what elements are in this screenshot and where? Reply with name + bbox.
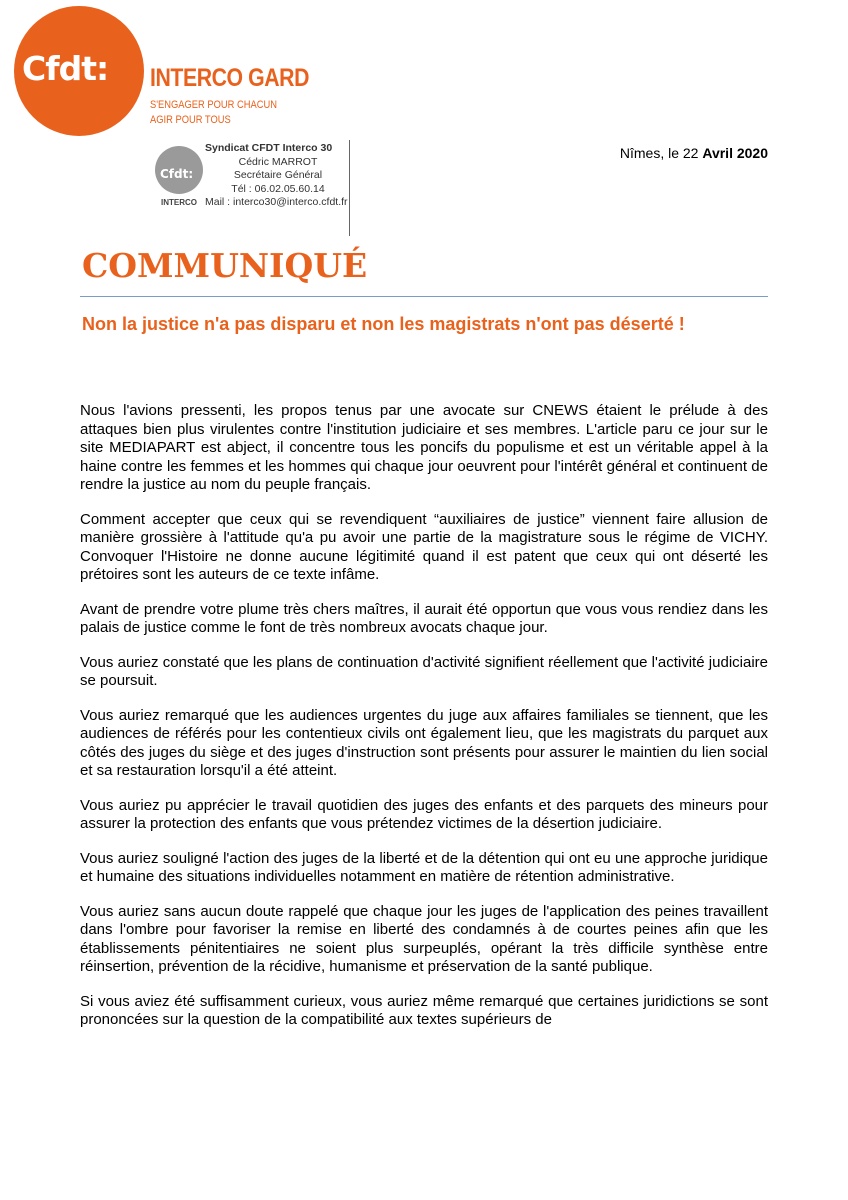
cfdt-interco-logo — [14, 6, 314, 136]
stamp-line-name: Cédric MARROT — [238, 155, 318, 168]
paragraph: Vous auriez pu apprécier le travail quotidien des juges des enfants et des parquets des mineurs pour assurer la protection des enfants que vous prétendez victimes de la désertion judiciaire. — [80, 796, 768, 832]
stamp-logo-word: Cfdt: — [160, 167, 194, 181]
stamp-logo — [155, 146, 203, 194]
stamp-logo-sub: INTERCO — [161, 198, 197, 207]
union-stamp — [155, 140, 351, 236]
body-text — [80, 402, 768, 1046]
paragraph: Vous auriez remarqué que les audiences urgentes du juge aux affaires familiales se tiennent, que les audiences de référés pour les contentieux civils ont également lieu, que les magistrats du parquet aux côtés des juges du siège et des juges d'instruction sont présents pour assurer le maintien du lien social et sa restauration lorsqu'il a été atteint. — [80, 706, 768, 779]
paragraph: Vous auriez souligné l'action des juges de la liberté et de la détention qui ont eu une approche juridique et humaine des situations individuelles notamment en matière de rétention administrative. — [80, 849, 768, 885]
paragraph: Comment accepter que ceux qui se revendiquent “auxiliaires de justice” viennent faire allusion de manière grossière à l'attitude qu'a pu avoir une partie de la magistrature sous le régime de VICHY. Convoquer l'Histoire ne donne aucune légitimité quand il est patent que ceux qui ont déserté les prétoires sont les auteurs de ce texte infâme. — [80, 510, 768, 583]
title-divider — [80, 296, 768, 297]
logo-word: Cfdt: — [22, 49, 109, 88]
stamp-edge — [349, 140, 350, 236]
date-prefix: Nîmes, le 22 — [619, 145, 703, 161]
paragraph: Avant de prendre votre plume très chers maîtres, il aurait été opportun que vous vous rendiez dans les palais de justice comme le font de très nombreux avocats chaque jour. — [80, 600, 768, 636]
stamp-text — [205, 142, 351, 210]
stamp-line-mail: Mail : interco30@interco.cfdt.fr — [205, 196, 348, 208]
paragraph: Nous l'avions pressenti, les propos tenus par une avocate sur CNEWS étaient le prélude à des attaques bien plus virulentes contre l'institution judiciaire et ses membres. L'article paru ce jour sur le site MEDIAPART est abject, il concentre tous les poncifs du populisme et est un véritable appel à la haine contre les femmes et les hommes qui chaque jour oeuvrent pour l'intérêt général et continuent de rendre la justice au nom du peuple français. — [80, 402, 768, 493]
date-month-year: Avril 2020 — [702, 145, 768, 161]
logo-org-name: INTERCO GARD — [150, 64, 310, 92]
paragraph: Vous auriez constaté que les plans de continuation d'activité signifient réellement que l'activité judiciaire se poursuit. — [80, 653, 768, 689]
logo-tagline — [150, 98, 277, 128]
logo-tagline-1: S'ENGAGER POUR CHACUN — [150, 99, 277, 111]
stamp-line-phone: Tél : 06.02.05.60.14 — [231, 182, 325, 195]
logo-tagline-2: AGIR POUR TOUS — [150, 114, 231, 126]
stamp-line-union: Syndicat CFDT Interco 30 — [205, 142, 333, 154]
paragraph: Vous auriez sans aucun doute rappelé que chaque jour les juges de l'application des peines travaillent dans l'ombre pour favoriser la remise en liberté des condamnés à de courtes peines afin que les établissements pénitentiaires ne soient plus surpeuplés, opérant la très difficile synthèse entre réinsertion, prévention de la récidive, humanisme et préservation de la santé publique. — [80, 902, 768, 975]
document-title: COMMUNIQUÉ — [82, 246, 368, 285]
paragraph: Si vous aviez été suffisamment curieux, vous auriez même remarqué que certaines juridictions se sont prononcées sur la question de la compatibilité aux textes supérieurs de — [80, 992, 768, 1028]
headline: Non la justice n'a pas disparu et non les magistrats n'ont pas déserté ! — [82, 314, 685, 334]
stamp-line-role: Secrétaire Général — [233, 169, 323, 181]
document-date — [620, 145, 768, 161]
